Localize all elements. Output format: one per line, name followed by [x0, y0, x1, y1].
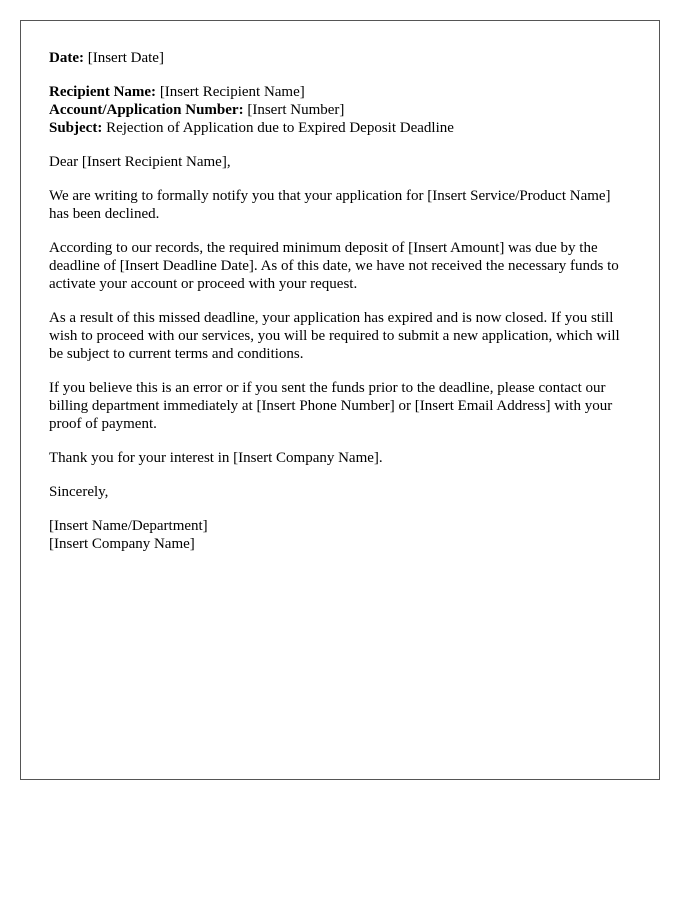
date-value: [Insert Date] — [87, 50, 164, 66]
date-label: Date: — [49, 50, 84, 66]
body-paragraph: According to our records, the required minimum deposit of [Insert Amount] was due by the deadline of [Insert Deadline Date]. As of this date, we have not received the necessary funds to activate your account or proceed with your request. — [49, 240, 619, 292]
letter-header — [49, 83, 631, 137]
signature-name: [Insert Name/Department] — [49, 518, 208, 534]
letter-page — [20, 20, 660, 780]
subject-value: Rejection of Application due to Expired Deposit Deadline — [106, 120, 454, 136]
subject-line — [49, 119, 631, 137]
signature-block — [49, 517, 631, 553]
body-paragraph: As a result of this missed deadline, your application has expired and is now closed. If you still wish to proceed with our services, you will be required to submit a new application, which will be subject to current terms and conditions. — [49, 310, 620, 362]
date-line — [49, 49, 631, 67]
account-value: [Insert Number] — [247, 102, 345, 118]
subject-label: Subject: — [49, 120, 103, 136]
account-line — [49, 101, 631, 119]
recipient-line — [49, 83, 631, 101]
recipient-value: [Insert Recipient Name] — [159, 84, 305, 100]
body-paragraph: Thank you for your interest in [Insert Company Name]. — [49, 450, 383, 466]
body-paragraph: We are writing to formally notify you that your application for [Insert Service/Product Name] has been declined. — [49, 188, 611, 222]
account-label: Account/Application Number: — [49, 102, 244, 118]
closing: Sincerely, — [49, 484, 109, 500]
salutation: Dear [Insert Recipient Name], — [49, 154, 231, 170]
signature-company: [Insert Company Name] — [49, 536, 195, 552]
recipient-label: Recipient Name: — [49, 84, 157, 100]
body-paragraph: If you believe this is an error or if you sent the funds prior to the deadline, please contact our billing department immediately at [Insert Phone Number] or [Insert Email Address] with your proof of payment. — [49, 380, 613, 432]
